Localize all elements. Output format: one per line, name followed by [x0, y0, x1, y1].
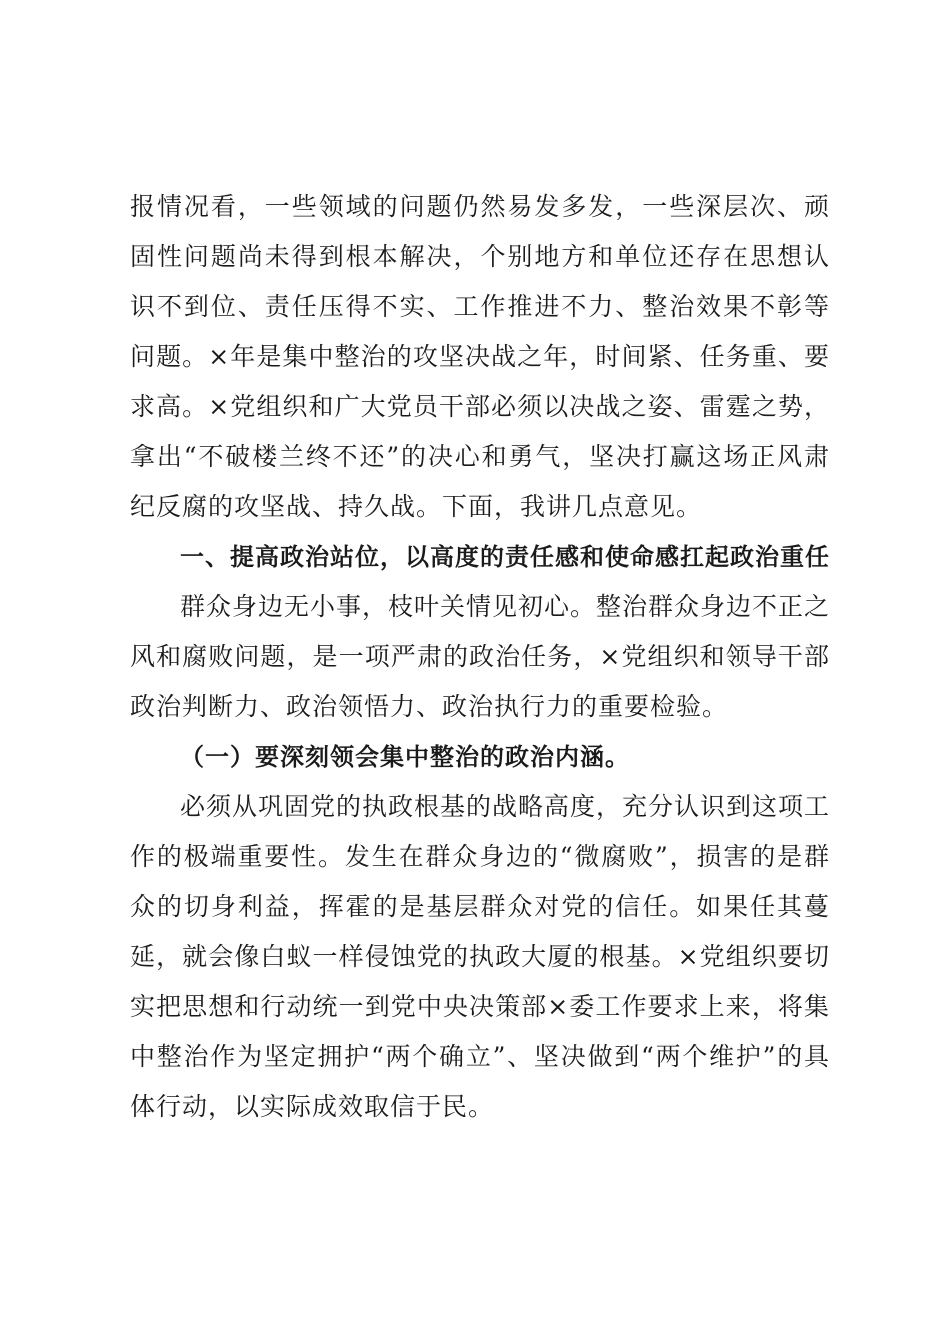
body-paragraph: 必须从巩固党的执政根基的战略高度，充分认识到这项工作的极端重要性。发生在群众身边的“微腐败”，损害的是群众的切身利益，挥霍的是基层群众对党的信任。如果任其蔓延，就会像白蚁一样侵蚀党的执政大厦的根基。×党组织要切实把思想和行动统一到党中央决策部×委工作要求上来，将集中整治作为坚定拥护“两个确立”、坚决做到“两个维护”的具体行动，以实际成效取信于民。	[130, 792, 831, 1121]
body-paragraph-continuation: 报情况看，一些领域的问题仍然易发多发，一些深层次、顽固性问题尚未得到根本解决，个别地方和单位还存在思想认识不到位、责任压得不实、工作推进不力、整治效果不彰等问题。×年是集中整治的攻坚决战之年，时间紧、任务重、要求高。×党组织和广大党员干部必须以决战之姿、雷霆之势，拿出“不破楼兰终不还”的决心和勇气，坚决打赢这场正风肃纪反腐的攻坚战、持久战。下面，我讲几点意见。	[130, 192, 830, 521]
body-paragraph: 群众身边无小事，枝叶关情见初心。整治群众身边不正之风和腐败问题，是一项严肃的政治任务，×党组织和领导干部政治判断力、政治领悟力、政治执行力的重要检验。	[130, 592, 831, 721]
subsection-heading-1: （一）要深刻领会集中整治的政治内涵。	[180, 742, 630, 771]
section-heading-1: 一、提高政治站位，以高度的责任感和使命感扛起政治重任	[180, 543, 830, 571]
document-page	[130, 182, 830, 1132]
